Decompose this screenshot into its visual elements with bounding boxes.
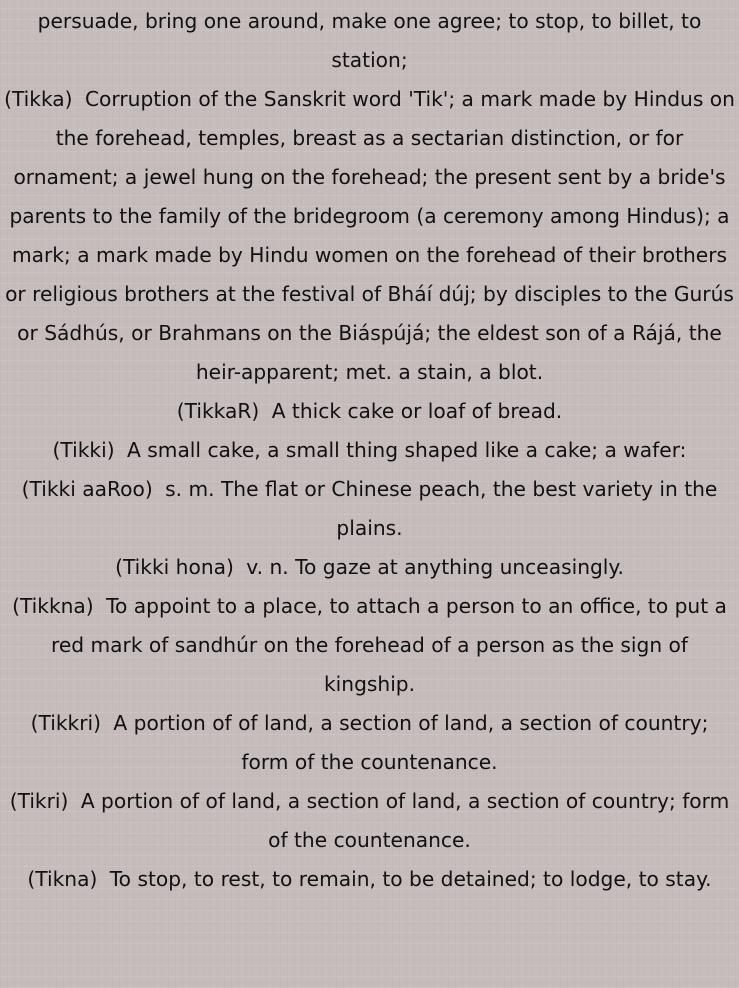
dictionary-entry-tikka (4, 80, 735, 392)
entry-term: (Tikki) (52, 438, 115, 462)
entry-term: (Tikri) (9, 789, 69, 813)
entry-term: (Tikkna) (12, 594, 94, 618)
dictionary-entry-continuation (4, 2, 735, 80)
dictionary-entry-tikki (4, 431, 735, 470)
entry-term: (TikkaR) (176, 399, 260, 423)
dictionary-entry-tikkar (4, 392, 735, 431)
entry-term: (Tikkri) (30, 711, 101, 735)
entry-definition: persuade, bring one around, make one agree; to stop, to billet, to station; (37, 9, 702, 72)
dictionary-entry-tikna (4, 860, 735, 899)
entry-definition: A small cake, a small thing shaped like a cake; a wafer: (127, 438, 687, 462)
entry-definition: s. m. The flat or Chinese peach, the best variety in the plains. (165, 477, 718, 540)
entry-definition: To stop, to rest, to remain, to be detained; to lodge, to stay. (109, 867, 712, 891)
dictionary-entry-tikkna (4, 587, 735, 704)
dictionary-entry-tikri (4, 782, 735, 860)
dictionary-entry-tikki-hona (4, 548, 735, 587)
entry-definition: Corruption of the Sanskrit word 'Tik'; a mark made by Hindus on the forehead, temples, breast as a sectarian distinction, or for ornament; a jewel hung on the forehead; the present sent by a bride's parents to the family of the bridegroom (a ceremony among Hindus); a mark; a mark made by Hindu women on the forehead of their brothers or religious brothers at the festival of Bháí dúj; by disciples to the Gurús or Sádhús, or Brahmans on the Biáspújá; the eldest son of a Rájá, the heir-apparent; met. a stain, a blot. (5, 87, 735, 384)
entry-definition: v. n. To gaze at anything unceasingly. (246, 555, 624, 579)
entry-definition: A thick cake or loaf of bread. (271, 399, 563, 423)
entry-definition: A portion of of land, a section of land, a section of country; form of the countenance. (113, 711, 709, 774)
entry-term: (Tikki aaRoo) (21, 477, 153, 501)
entry-definition: To appoint to a place, to attach a person to an office, to put a red mark of sandhúr on the forehead of a person as the sign of kingship. (50, 594, 727, 696)
dictionary-entry-tikki-aaroo (4, 470, 735, 548)
entry-term: (Tikna) (27, 867, 98, 891)
entry-term: (Tikki hona) (115, 555, 234, 579)
dictionary-entry-tikkri (4, 704, 735, 782)
entry-term: (Tikka) (4, 87, 73, 111)
entry-definition: A portion of of land, a section of land, a section of country; form of the countenance. (80, 789, 730, 852)
